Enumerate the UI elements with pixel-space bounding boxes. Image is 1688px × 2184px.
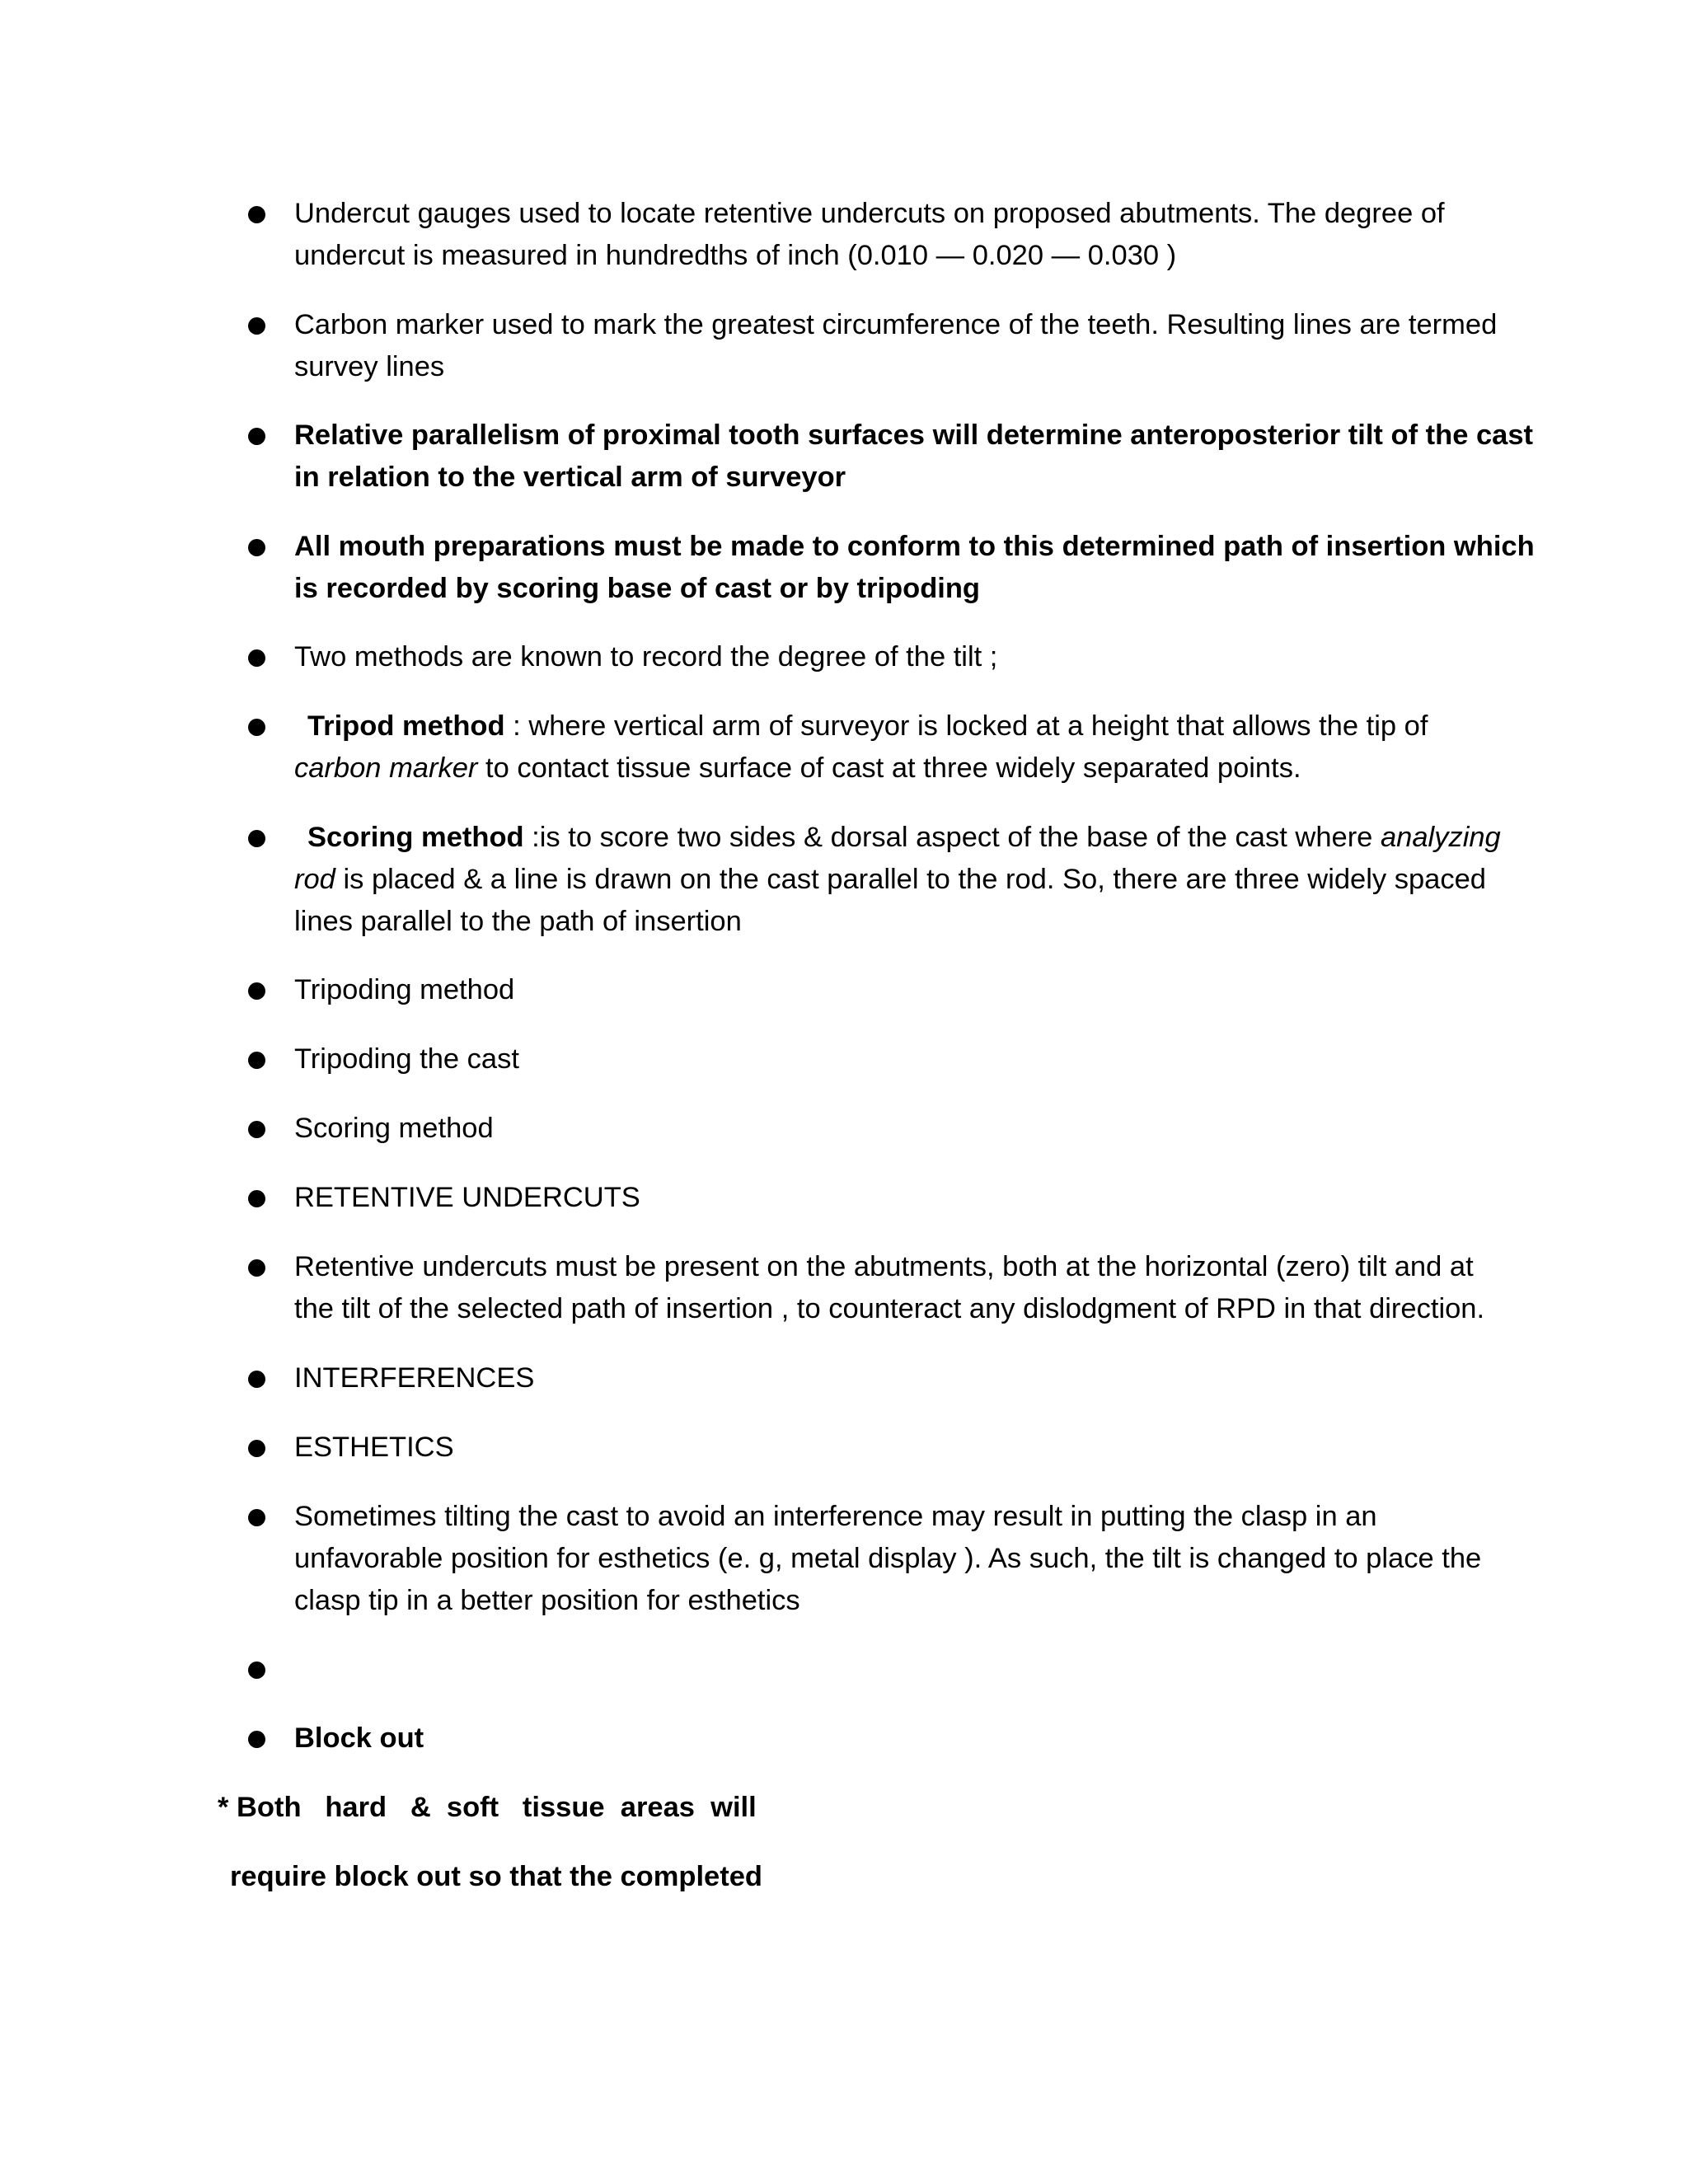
term-label: Tripod method <box>307 710 505 742</box>
bullet-dot-icon <box>248 539 265 556</box>
list-item-line <box>294 859 1486 901</box>
term-description: : where vertical arm of surveyor is locked at a height that allows the tip of <box>504 710 1428 742</box>
list-item-line: RETENTIVE UNDERCUTS <box>294 1182 640 1213</box>
list-item-line: survey lines <box>294 351 445 382</box>
bullet-dot-icon <box>248 1371 265 1388</box>
list-item-line: Undercut gauges used to locate retentive undercuts on proposed abutments. The degree of <box>294 198 1445 229</box>
term-description: :is to score two sides & dorsal aspect of the base of the cast where <box>523 822 1381 853</box>
list-item-line: ESTHETICS <box>294 1432 454 1463</box>
list-item-line: Two methods are known to record the degree of the tilt ; <box>294 641 998 673</box>
bullet-dot-icon <box>248 1121 265 1138</box>
trailing-paragraph-line: require block out so that the completed <box>230 1861 762 1892</box>
list-item-line: Sometimes tilting the cast to avoid an interference may result in putting the clasp in an <box>294 1501 1377 1532</box>
list-item-line: clasp tip in a better position for esthetics <box>294 1585 800 1616</box>
list-item-line: INTERFERENCES <box>294 1362 535 1394</box>
bullet-dot-icon <box>248 1052 265 1069</box>
list-item-line: All mouth preparations must be made to conform to this determined path of insertion which <box>294 531 1535 562</box>
bullet-dot-icon <box>248 649 265 667</box>
bullet-dot-icon <box>248 1509 265 1526</box>
bullet-dot-icon <box>248 317 265 335</box>
bullet-dot-icon <box>248 428 265 445</box>
term-description: is placed & a line is drawn on the cast parallel to the rod. So, there are three widely spaced <box>335 864 1486 895</box>
term-label: Scoring method <box>307 822 524 853</box>
italic-term: carbon marker <box>294 752 478 784</box>
italic-term: analyzing <box>1380 822 1501 853</box>
list-item-line: the tilt of the selected path of insertion , to counteract any dislodgment of RPD in that direction. <box>294 1293 1485 1324</box>
list-item-line: Tripoding the cast <box>294 1043 519 1075</box>
list-item-line: Retentive undercuts must be present on the abutments, both at the horizontal (zero) tilt and at <box>294 1251 1474 1282</box>
list-item-line: Carbon marker used to mark the greatest circumference of the teeth. Resulting lines are termed <box>294 309 1498 340</box>
list-item-line: Relative parallelism of proximal tooth surfaces will determine anteroposterior tilt of the cast <box>294 419 1534 451</box>
list-item-line <box>307 817 1501 859</box>
bullet-dot-icon <box>248 206 265 223</box>
bullet-dot-icon <box>248 1661 265 1679</box>
term-description: to contact tissue surface of cast at three widely separated points. <box>477 752 1301 784</box>
bullet-dot-icon <box>248 1190 265 1207</box>
list-item-line <box>294 748 1481 790</box>
list-item-line: Scoring method <box>294 1113 494 1144</box>
bullet-dot-icon <box>248 830 265 847</box>
list-item-line: Tripoding method <box>294 974 515 1005</box>
bullet-dot-icon <box>248 982 265 1000</box>
list-item-line: is recorded by scoring base of cast or by tripoding <box>294 573 981 604</box>
bullet-dot-icon <box>248 1731 265 1748</box>
bullet-dot-icon <box>248 1440 265 1457</box>
list-item-line: Block out <box>294 1722 424 1754</box>
italic-term: rod <box>294 864 335 895</box>
list-item-line: unfavorable position for esthetics (e. g, metal display ). As such, the tilt is changed to place the <box>294 1543 1482 1574</box>
bullet-dot-icon <box>248 1259 265 1277</box>
list-item-line: undercut is measured in hundredths of inch (0.010 — 0.020 — 0.030 ) <box>294 240 1177 271</box>
trailing-paragraph-line: * Both hard & soft tissue areas will <box>218 1792 757 1823</box>
list-item-line: lines parallel to the path of insertion <box>294 906 742 937</box>
bullet-dot-icon <box>248 719 265 736</box>
list-item-line <box>307 705 1494 748</box>
list-item-line: in relation to the vertical arm of surveyor <box>294 462 846 493</box>
